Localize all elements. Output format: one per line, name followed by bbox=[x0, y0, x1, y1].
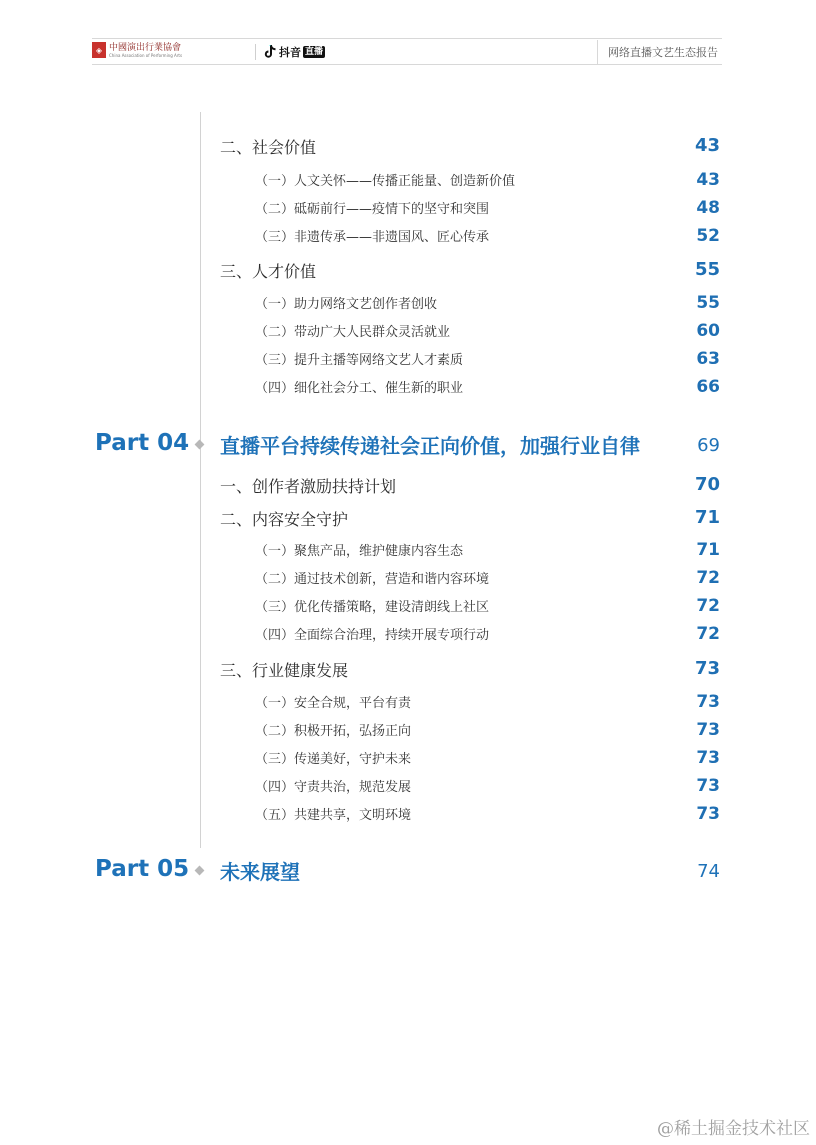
toc-entry-page: 66 bbox=[696, 377, 720, 397]
toc-entry-page: 73 bbox=[696, 748, 720, 768]
toc-entry-title: （一）聚焦产品，维护健康内容生态 bbox=[255, 544, 464, 559]
header-bottom-rule bbox=[92, 64, 722, 65]
part-label: Part 04 bbox=[95, 430, 190, 456]
part-page: 69 bbox=[697, 435, 720, 456]
part05-marker-icon bbox=[195, 866, 205, 876]
watermark: @稀土掘金技术社区 bbox=[657, 1119, 810, 1139]
toc-entry-page: 71 bbox=[696, 540, 720, 560]
toc-entry-page: 52 bbox=[696, 226, 720, 246]
page-header bbox=[92, 40, 722, 64]
toc-entry-title: 二、社会价值 bbox=[220, 138, 317, 157]
toc-entry-page: 73 bbox=[696, 720, 720, 740]
report-title: 网络直播文艺生态报告 bbox=[608, 46, 718, 59]
capa-logo bbox=[92, 42, 182, 58]
toc-entry-page: 72 bbox=[696, 568, 720, 588]
logo1-en: China Association of Performing Arts bbox=[109, 52, 183, 58]
toc-entry-title: 三、行业健康发展 bbox=[220, 661, 349, 680]
toc-entry-page: 72 bbox=[696, 624, 720, 644]
toc-entry-page: 73 bbox=[696, 776, 720, 796]
toc-entry-page: 73 bbox=[696, 692, 720, 712]
toc-entry-page: 48 bbox=[696, 198, 720, 218]
toc-entry-title: （三）非遗传承——非遗国风、匠心传承 bbox=[255, 230, 490, 245]
toc-entry-title: （五）共建共享，文明环境 bbox=[255, 808, 412, 823]
toc-entry-title: （二）积极开拓，弘扬正向 bbox=[255, 724, 412, 739]
toc-entry-title: （三）优化传播策略，建设清朗线上社区 bbox=[255, 600, 490, 615]
part-label: Part 05 bbox=[95, 856, 190, 882]
toc-entry-page: 55 bbox=[696, 293, 720, 313]
tiktok-note-icon bbox=[264, 45, 276, 59]
toc-entry-page: 55 bbox=[694, 259, 720, 280]
toc-entry-page: 63 bbox=[696, 349, 720, 369]
seal-icon: ◈ bbox=[92, 42, 106, 58]
toc-entry-page: 43 bbox=[696, 170, 720, 190]
toc-entry-title: （三）提升主播等网络文艺人才素质 bbox=[255, 353, 464, 368]
toc-entry-page: 72 bbox=[696, 596, 720, 616]
part-page: 74 bbox=[697, 861, 720, 882]
part-title: 直播平台持续传递社会正向价值，加强行业自律 bbox=[220, 434, 640, 458]
toc-entry-title: 二、内容安全守护 bbox=[220, 510, 349, 529]
logo-divider bbox=[255, 44, 256, 60]
toc-vertical-rule bbox=[200, 112, 201, 848]
logo2-text: 抖音 bbox=[279, 46, 301, 59]
part04-marker-icon bbox=[195, 440, 205, 450]
toc-entry-page: 60 bbox=[696, 321, 720, 341]
toc-entry-title: （一）助力网络文艺创作者创收 bbox=[255, 297, 438, 312]
toc-entry-page: 73 bbox=[696, 804, 720, 824]
part-title: 未来展望 bbox=[220, 860, 300, 884]
toc-entry-title: （四）守责共治，规范发展 bbox=[255, 780, 412, 795]
douyin-live-logo bbox=[264, 44, 325, 60]
toc-entry-title: （二）通过技术创新，营造和谐内容环境 bbox=[255, 572, 490, 587]
toc-entry-title: （一）安全合规，平台有责 bbox=[255, 696, 412, 711]
toc-entry-page: 43 bbox=[694, 135, 720, 156]
toc-entry-page: 73 bbox=[694, 658, 720, 679]
toc-entry-title: （二）砥砺前行——疫情下的坚守和突围 bbox=[255, 202, 490, 217]
toc-entry-title: 三、人才价值 bbox=[220, 262, 317, 281]
toc-entry-title: （四）细化社会分工、催生新的职业 bbox=[255, 381, 464, 396]
header-divider bbox=[597, 40, 598, 64]
toc-entry-title: （二）带动广大人民群众灵活就业 bbox=[255, 325, 451, 340]
toc-entry-page: 71 bbox=[694, 507, 720, 528]
toc-entry-title: （四）全面综合治理，持续开展专项行动 bbox=[255, 628, 490, 643]
logo1-cn: 中國演出行業協會 bbox=[109, 42, 182, 53]
toc-entry-title: 一、创作者激励扶持计划 bbox=[220, 477, 397, 496]
logo2-badge: 直播 bbox=[305, 47, 324, 57]
toc-entry-title: （一）人文关怀——传播正能量、创造新价值 bbox=[255, 174, 516, 189]
toc-entry-page: 70 bbox=[694, 474, 720, 495]
toc-entry-title: （三）传递美好，守护未来 bbox=[255, 752, 412, 767]
header-top-rule bbox=[92, 38, 722, 39]
